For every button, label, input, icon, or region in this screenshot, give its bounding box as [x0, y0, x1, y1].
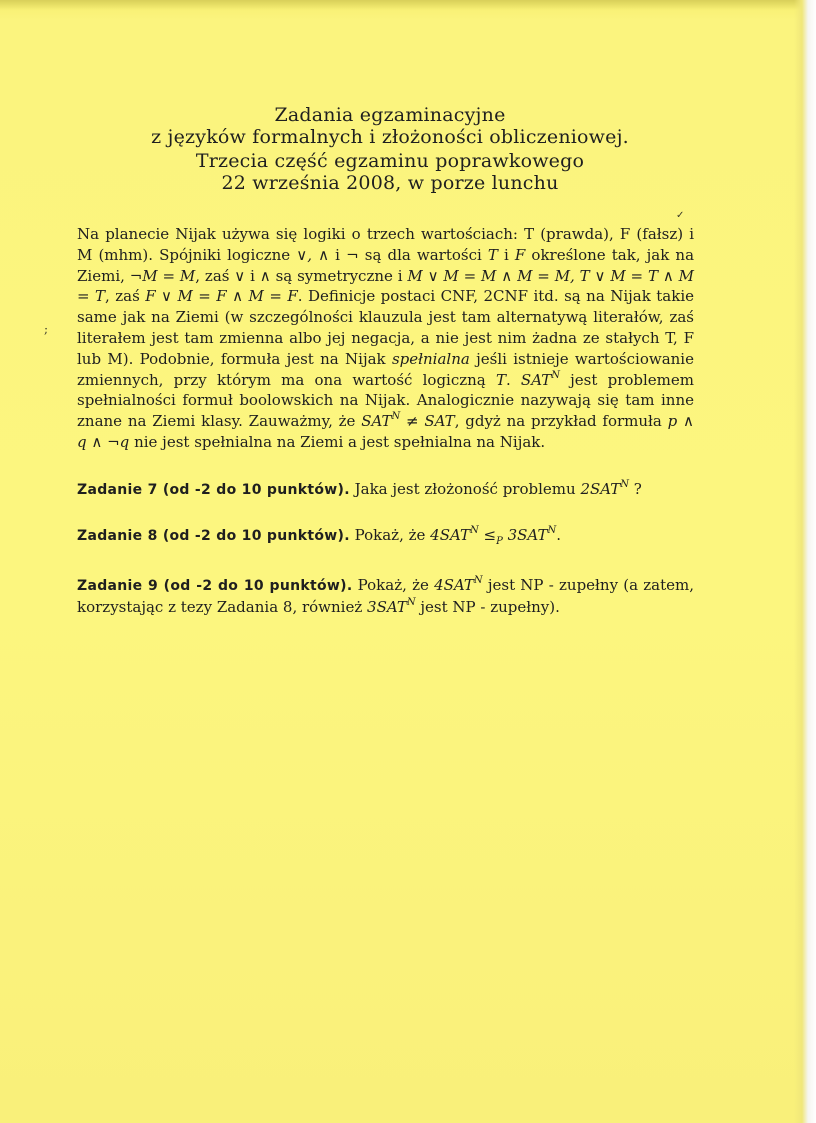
superscript-n: N: [547, 525, 557, 536]
intro-math: F ∨ M = F ∧ M = F: [145, 287, 298, 306]
intro-text: są dla wartości: [358, 245, 488, 264]
margin-mark: ;: [44, 322, 49, 336]
task-9-text: jest NP - zupełny (a zatem, korzystając z tezy Zadania 8, również: [77, 576, 694, 616]
intro-math: SAT: [520, 370, 552, 389]
intro-math: T: [487, 245, 498, 264]
intro-text: , gdyż na przykład formuła: [454, 412, 668, 431]
intro-math: M ∨ M = M ∧ M = M, T ∨ M = T ∧ M = T: [77, 266, 695, 306]
intro-text: nie jest spełnialna na Ziemi a jest spełnialna na Nijak.: [129, 432, 546, 451]
task-8-text: Pokaż, że: [349, 526, 431, 544]
intro-math: ≠ SAT: [400, 412, 455, 431]
intro-text: określone tak, jak na Ziemi,: [77, 245, 695, 285]
pen-mark: ✓: [676, 210, 685, 221]
superscript-n: N: [473, 575, 483, 586]
intro-math: ¬: [346, 245, 359, 264]
document-title: [120, 104, 660, 194]
intro-text: , zaś ∨ i ∧ są symetryczne i: [195, 266, 408, 285]
superscript-n: N: [406, 596, 416, 608]
subscript-p: P: [496, 536, 503, 547]
task-9-text: Pokaż, że: [352, 576, 435, 594]
intro-text: , zaś: [105, 287, 146, 306]
intro-text: i: [329, 245, 347, 264]
intro-text: jeśli istnieje wartościowanie zmiennych, przy którym ma ona wartość logiczną: [77, 349, 694, 389]
intro-text: i: [497, 245, 515, 264]
task-7-text: ?: [629, 480, 642, 498]
intro-math: F: [514, 245, 526, 264]
task-7-heading: Zadanie 7 (od -2 do 10 punktów).: [77, 482, 350, 498]
superscript-n: N: [620, 479, 630, 490]
superscript-n: N: [391, 411, 401, 423]
task-9-text: jest NP - zupełny).: [415, 597, 560, 616]
task-7-math: 2SAT: [580, 480, 621, 498]
intro-text: jest problemem spełnialności formuł boolowskich na Nijak. Analogicznie nazywają się tam inne znane na Ziemi klasy. Zauważmy, że: [77, 370, 694, 431]
intro-math: p ∧ q ∧ ¬q: [77, 412, 695, 451]
task-8-text: .: [556, 526, 561, 544]
intro-paragraph: [77, 224, 694, 453]
task-9-math: 3SAT: [367, 597, 407, 616]
intro-text: .: [505, 370, 521, 389]
task-9-heading: Zadanie 9 (od -2 do 10 punktów).: [77, 578, 353, 594]
scan-edge-right: [794, 0, 816, 1123]
task-8-heading: Zadanie 8 (od -2 do 10 punktów).: [77, 528, 350, 544]
task-7-text: Jaka jest złożoność problemu: [349, 480, 581, 498]
title-line-3: Trzecia część egzaminu poprawkowego: [195, 150, 585, 172]
title-line-2: z języków formalnych i złożoności obliczeniowej.: [151, 126, 629, 148]
scan-shadow-top: [0, 0, 816, 10]
intro-text: Na planecie Nijak używa się logiki o trzech wartościach: T (prawda), F (fałsz) i M (mhm). Spójniki logiczne: [77, 225, 694, 264]
task-8-math: ≤: [478, 526, 497, 544]
intro-math: T: [495, 370, 506, 389]
intro-math: ¬M = M: [129, 266, 196, 285]
task-9-math: 4SAT: [434, 576, 474, 594]
intro-text: . Definicje postaci CNF, 2CNF itd. są na Nijak takie same jak na Ziemi (w szczególności klauzula jest tam alternatywą literałów, zaś literałem jest tam zmienna albo jej negacja, a nie jest nim żadna ze stałych T, F lub M). Podobnie, formuła jest na Nijak: [77, 287, 694, 368]
intro-math: ∨, ∧: [296, 245, 330, 264]
task-9: [77, 575, 694, 617]
task-8: [77, 525, 707, 553]
superscript-n: N: [470, 525, 479, 536]
task-7: [77, 479, 707, 501]
intro-emphasis: spełnialna: [391, 349, 470, 368]
title-line-1: Zadania egzaminacyjne: [274, 104, 506, 126]
intro-math: SAT: [361, 412, 392, 431]
task-8-math: 3SAT: [502, 526, 548, 544]
task-8-math: 4SAT: [430, 526, 471, 544]
title-line-4: 22 września 2008, w porze lunchu: [221, 172, 559, 194]
superscript-n: N: [551, 369, 560, 381]
